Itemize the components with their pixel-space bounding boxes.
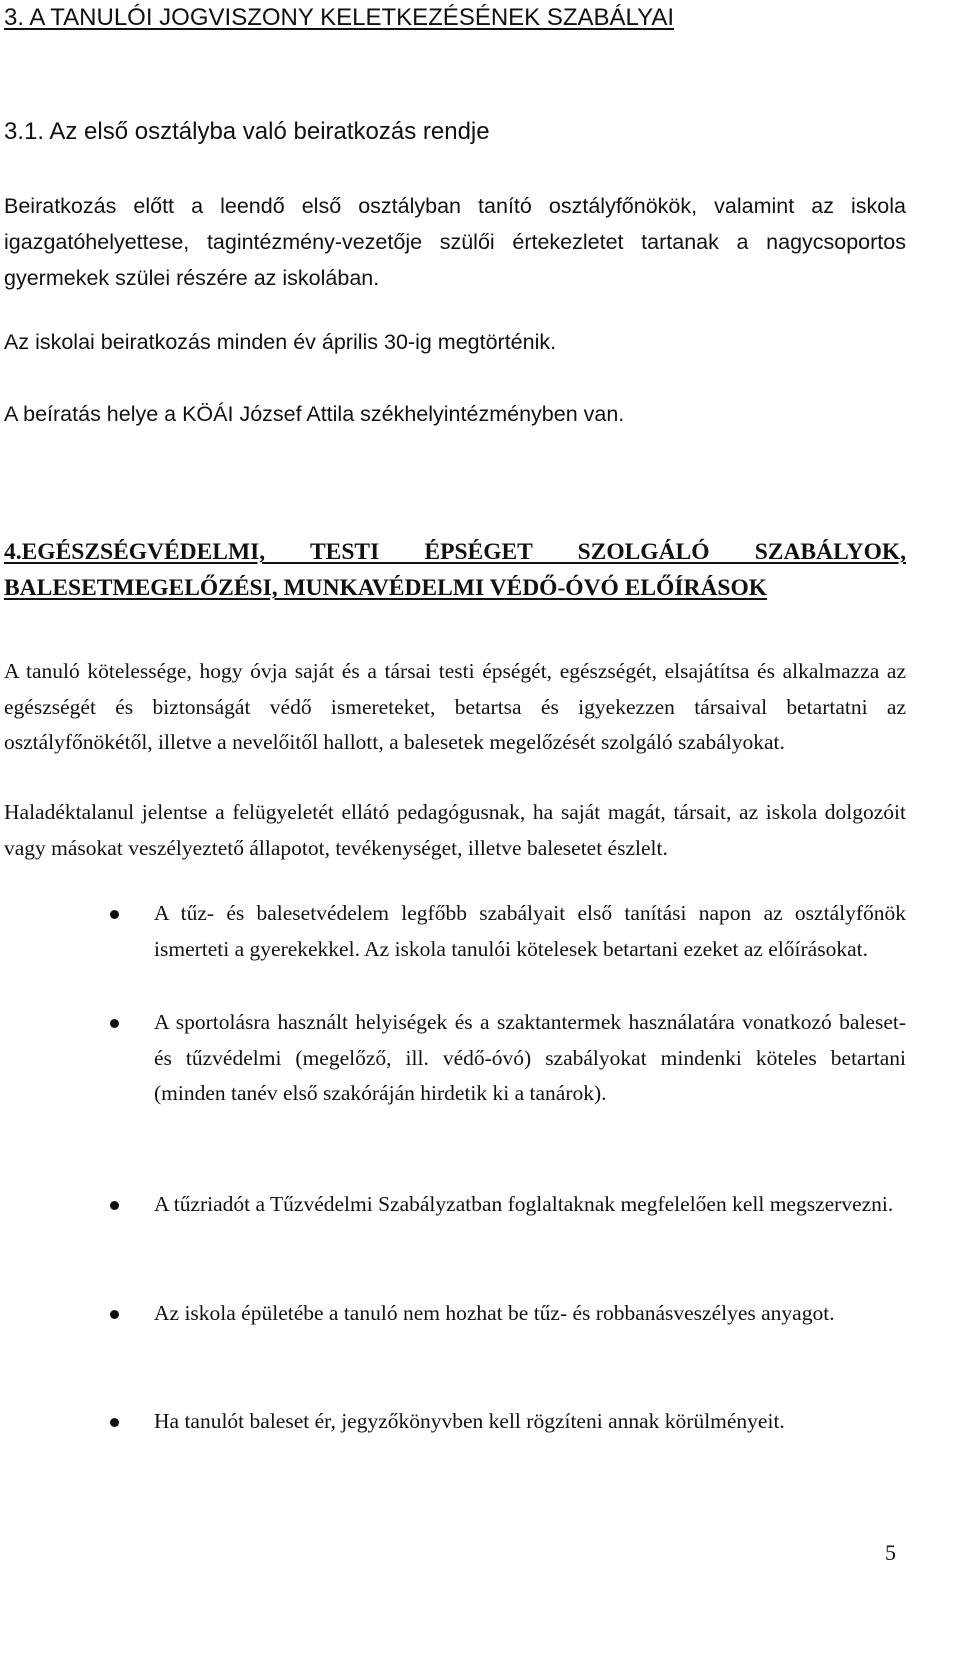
enrollment-place-paragraph: A beíratás helye a KÖÁI József Attila székhelyintézményben van. (4, 402, 625, 426)
section-3-1-subheading: 3.1. Az első osztályba való beiratkozás rendje (4, 118, 490, 145)
page-number: 5 (885, 1540, 896, 1565)
section-4-heading: 4.EGÉSZSÉGVÉDELMI, TESTI ÉPSÉGET SZOLGÁLÓ SZABÁLYOK, BALESETMEGELŐZÉSI, MUNKAVÉDELMI VÉDŐ-ÓVÓ ELŐÍRÁSOK (4, 539, 906, 601)
section-3-heading: 3. A TANULÓI JOGVISZONY KELETKEZÉSÉNEK SZABÁLYAI (4, 4, 675, 31)
bullet-icon (110, 910, 119, 919)
list-item-text: A sportolásra használt helyiségek és a szaktantermek használatára vonatkozó baleset- és tűzvédelmi (megelőző, ill. védő-óvó) szabályokat mindenki köteles betartani (minden tanév első szakóráján hirdetik ki a tanárok). (154, 1010, 906, 1105)
enrollment-intro-paragraph: Beiratkozás előtt a leendő első osztályban tanító osztályfőnökök, valamint az iskola igazgatóhelyettese, tagintézmény-vezetője szülői értekezletet tartanak a nagycsoportos gyermekek szülei részére az iskolában. (4, 194, 906, 290)
report-paragraph: Haladéktalanul jelentse a felügyeletét ellátó pedagógusnak, ha saját magát, társait, az iskola dolgozóit vagy másokat veszélyeztető állapotot, tevékenységet, illetve balesetet észlelt. (4, 800, 906, 860)
bullet-icon (110, 1019, 119, 1028)
bullet-icon (110, 1201, 119, 1210)
student-duty-paragraph: A tanuló kötelessége, hogy óvja saját és a társai testi épségét, egészségét, elsajátítsa és alkalmazza az egészségét és biztonságát védő ismereteket, betartsa és igyekezzen társaival betartatni az osztályfőnökétől, illetve a nevelőitől hallott, a balesetek megelőzését szolgáló szabályokat. (4, 659, 906, 754)
enrollment-date-paragraph: Az iskolai beiratkozás minden év április 30-ig megtörténik. (4, 330, 557, 354)
list-item-text: Ha tanulót baleset ér, jegyzőkönyvben kell rögzíteni annak körülményeit. (154, 1409, 785, 1433)
list-item-text: Az iskola épületébe a tanuló nem hozhat be tűz- és robbanásveszélyes anyagot. (154, 1301, 835, 1325)
bullet-icon (110, 1310, 119, 1319)
list-item-text: A tűzriadót a Tűzvédelmi Szabályzatban foglaltaknak megfelelően kell megszervezni. (154, 1192, 894, 1216)
list-item-text: A tűz- és balesetvédelem legfőbb szabályait első tanítási napon az osztályfőnök ismerteti a gyerekekkel. Az iskola tanulói kötelesek betartani ezeket az előírásokat. (154, 901, 906, 961)
bullet-icon (110, 1418, 119, 1427)
